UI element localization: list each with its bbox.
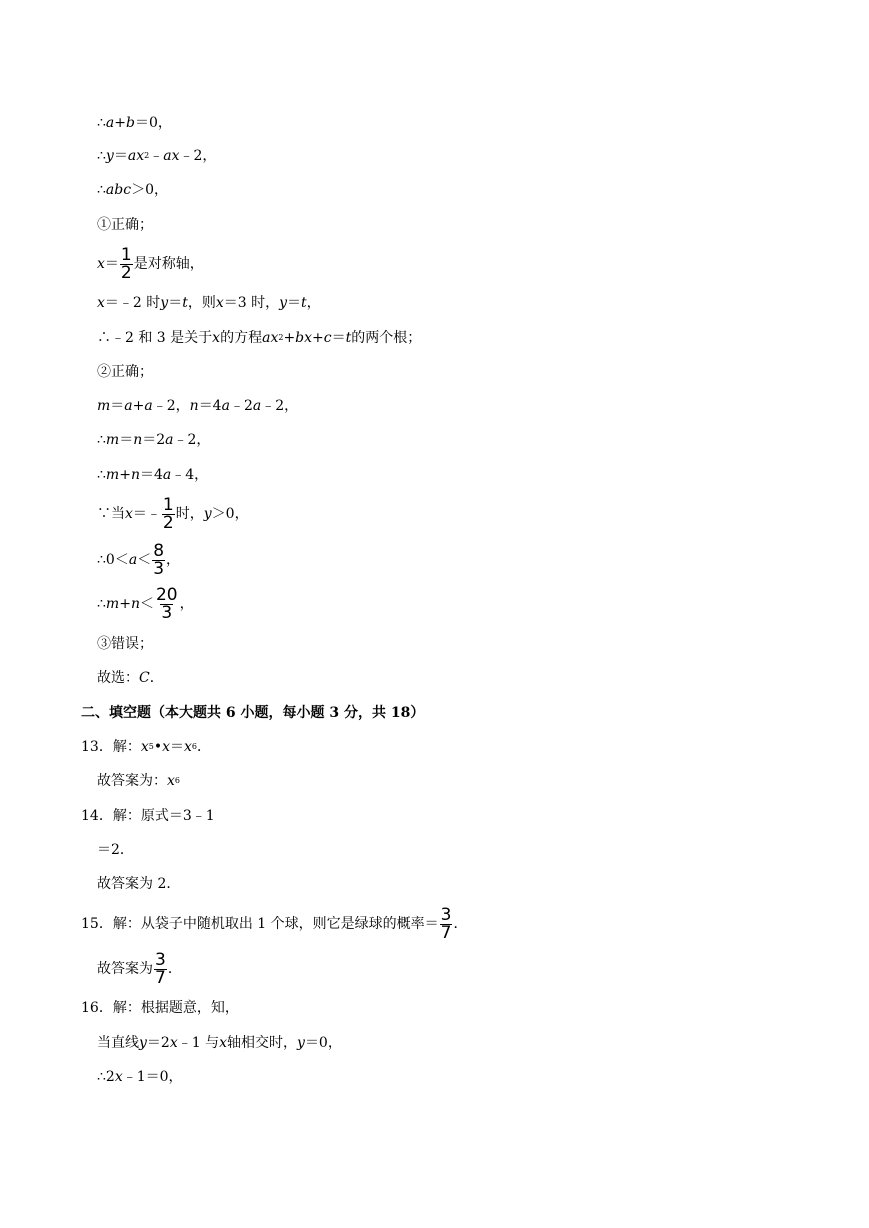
var-t: t: [345, 330, 352, 346]
text: ，则: [187, 295, 216, 311]
denominator: 3: [153, 558, 165, 579]
text: ，: [306, 295, 321, 311]
text: ﹣4，: [171, 467, 209, 483]
var-a: a: [127, 148, 137, 164]
text: ＝4: [198, 398, 222, 414]
text: ＝: [331, 330, 346, 346]
var-m: m: [105, 467, 120, 483]
text: ∴2: [97, 1069, 115, 1085]
var-m: m: [105, 596, 120, 612]
denominator: 7: [155, 967, 166, 988]
var-x: x: [140, 739, 149, 755]
var-y: y: [139, 1035, 147, 1051]
text: 故选：: [97, 670, 139, 686]
text: ．: [197, 739, 211, 755]
var-x: x: [219, 1035, 228, 1051]
text: ＝0，: [134, 115, 172, 131]
var-x: x: [169, 1035, 178, 1051]
text: ＝2: [146, 1035, 170, 1051]
text: +: [119, 467, 131, 483]
text: 轴相交时，: [227, 1035, 298, 1051]
solution-line: [81, 806, 215, 826]
solution-line: [97, 362, 153, 382]
var-a: a: [144, 398, 153, 414]
var-x: x: [215, 295, 224, 311]
solution-line: [97, 1067, 183, 1087]
text: ＝: [168, 295, 183, 311]
text: 15．解：从袋子中随机取出 1 个球，则它是绿球的概率＝: [81, 916, 439, 932]
fraction: [440, 904, 453, 943]
var-x: x: [212, 330, 221, 346]
text: ﹣2，: [261, 398, 299, 414]
text: ＝2．: [97, 842, 134, 858]
text: ∴0＜: [97, 552, 129, 568]
text: 故答案为: [97, 961, 153, 977]
text: 是对称轴，: [133, 256, 204, 272]
denominator: 7: [440, 922, 452, 943]
var-y: y: [279, 295, 288, 311]
fraction: [120, 244, 133, 283]
text: ②正确；: [97, 364, 153, 380]
text: ，: [166, 552, 181, 568]
solution-line: [81, 904, 467, 944]
solution-line: [97, 244, 204, 284]
var-abc: abc: [105, 182, 132, 198]
text: ＝﹣2 时: [104, 295, 161, 311]
fraction: [152, 540, 165, 579]
var-a: a: [128, 552, 138, 568]
text: ＞0，: [211, 506, 249, 522]
var-x: x: [125, 506, 133, 522]
heading-text: 二、填空题（本大题共 6 小题，每小题 3 分，共 18）: [81, 705, 425, 721]
var-y: y: [105, 148, 114, 164]
var-a: a: [221, 398, 230, 414]
var-a: a: [105, 115, 115, 131]
solution-line: [97, 180, 168, 200]
fraction: [154, 949, 167, 988]
solution-line: 13．解： x 5 • x ＝ x 6 ．: [81, 739, 211, 755]
solution-line: [97, 668, 164, 688]
text: ，: [179, 596, 194, 612]
text: 的方程: [220, 330, 263, 346]
text: ＝﹣: [132, 506, 161, 522]
solution-line: [97, 430, 210, 450]
var-a: a: [165, 432, 174, 448]
equals-sign: ＝: [170, 739, 184, 755]
because-symbol: ∵当: [97, 506, 125, 522]
numerator: 1: [120, 244, 132, 265]
var-a: a: [124, 398, 133, 414]
question-label: 13．解：: [81, 739, 141, 755]
equals-sign: ＝: [104, 256, 119, 272]
numerator: 3: [440, 904, 452, 925]
text: ③错误；: [97, 636, 153, 652]
text: ＝4: [139, 467, 163, 483]
text: ＝: [119, 432, 134, 448]
section-heading: [81, 703, 424, 723]
numerator: 8: [153, 540, 165, 561]
text: 故答案为 2．: [97, 876, 181, 892]
fraction: [155, 584, 179, 623]
solution-line: [97, 584, 194, 624]
solution-line: ∴ y ＝ a x 2 ﹣ a x ﹣2，: [97, 148, 217, 164]
var-y: y: [203, 506, 212, 522]
text: ﹣2: [229, 398, 253, 414]
solution-line: [81, 998, 239, 1018]
therefore-symbol: ∴: [97, 432, 106, 448]
text: 的两个根；: [351, 330, 422, 346]
numerator: 1: [162, 494, 174, 515]
var-x: x: [162, 739, 170, 755]
var-n: n: [189, 398, 199, 414]
solution-line: [97, 949, 182, 989]
text: ＝0，: [304, 1035, 342, 1051]
var-a: a: [162, 467, 172, 483]
text: ．: [167, 961, 182, 977]
text: ﹣2，: [152, 398, 190, 414]
solution-line: [97, 494, 249, 534]
var-x: x: [136, 148, 145, 164]
solution-line: [97, 634, 153, 654]
text: ＜: [137, 552, 152, 568]
text: ＝: [287, 295, 302, 311]
solution-line: [97, 396, 298, 416]
solution-line: [97, 293, 321, 313]
var-x: x: [114, 1069, 123, 1085]
minus-sign: ﹣: [149, 148, 164, 164]
var-b: b: [126, 115, 135, 131]
text: ＞0，: [131, 182, 168, 198]
var-a: a: [252, 398, 262, 414]
solution-line: [97, 1033, 342, 1053]
solution-line: [97, 874, 180, 894]
therefore-symbol: ∴: [97, 115, 106, 131]
text: ①正确；: [97, 217, 153, 233]
fraction: [162, 494, 175, 533]
solution-line: ∴﹣2 和 3 是关于 x 的方程 a x 2 + b x + c ＝ t 的两个根；: [97, 330, 422, 346]
var-n: n: [133, 432, 143, 448]
plus-sign: +: [312, 330, 324, 346]
denominator: 2: [162, 512, 174, 533]
var-b: b: [295, 330, 305, 346]
text: ＝: [110, 398, 125, 414]
text: ＝3 时，: [223, 295, 280, 311]
solution-line: [97, 540, 180, 580]
text: +: [132, 398, 145, 414]
text: 当直线: [97, 1035, 139, 1051]
var-x: x: [270, 330, 279, 346]
plus-sign: +: [114, 115, 127, 131]
text: ∴﹣2 和 3 是关于: [97, 330, 213, 346]
solution-line: [97, 465, 208, 485]
var-n: n: [130, 467, 140, 483]
solution-line: [97, 113, 172, 133]
text: ﹣1 与: [177, 1035, 220, 1051]
text: ﹣2，: [179, 148, 217, 164]
text: +: [119, 596, 131, 612]
text: ．: [149, 670, 164, 686]
plus-sign: +: [283, 330, 296, 346]
var-x: x: [304, 330, 313, 346]
text: 16．解：根据题意，知，: [81, 1000, 239, 1016]
text: ．: [453, 916, 468, 932]
text: 14．解：原式＝3﹣1: [81, 808, 215, 824]
multiply-dot: •: [153, 739, 163, 755]
text: ＝2: [142, 432, 166, 448]
text: 时，: [175, 506, 204, 522]
therefore-symbol: ∴: [97, 467, 106, 483]
equals-sign: ＝: [113, 148, 128, 164]
numerator: 3: [155, 949, 166, 970]
var-a: a: [262, 330, 271, 346]
var-x: x: [97, 256, 105, 272]
denominator: 3: [161, 602, 173, 623]
solution-line: [97, 215, 153, 235]
therefore-symbol: ∴: [97, 182, 106, 198]
text: ﹣1＝0，: [122, 1069, 183, 1085]
var-c: c: [323, 330, 332, 346]
denominator: 2: [120, 262, 132, 283]
var-y: y: [160, 295, 169, 311]
text: 故答案为：: [97, 773, 167, 789]
numerator: 20: [155, 584, 178, 605]
var-x: x: [184, 739, 192, 755]
text: ＜: [139, 596, 154, 612]
var-x: x: [97, 295, 105, 311]
therefore-symbol: ∴: [97, 148, 106, 164]
var-n: n: [130, 596, 140, 612]
var-x: x: [171, 148, 180, 164]
var-m: m: [105, 432, 120, 448]
var-t: t: [182, 295, 188, 311]
var-t: t: [301, 295, 307, 311]
answer-choice: C: [139, 670, 150, 686]
var-a: a: [163, 148, 172, 164]
therefore-symbol: ∴: [97, 596, 106, 612]
var-m: m: [97, 398, 111, 414]
var-y: y: [297, 1035, 305, 1051]
var-x: x: [167, 773, 175, 789]
solution-line: 故答案为： x 6: [97, 773, 180, 789]
solution-line: [97, 840, 134, 860]
text: ﹣2，: [173, 432, 211, 448]
